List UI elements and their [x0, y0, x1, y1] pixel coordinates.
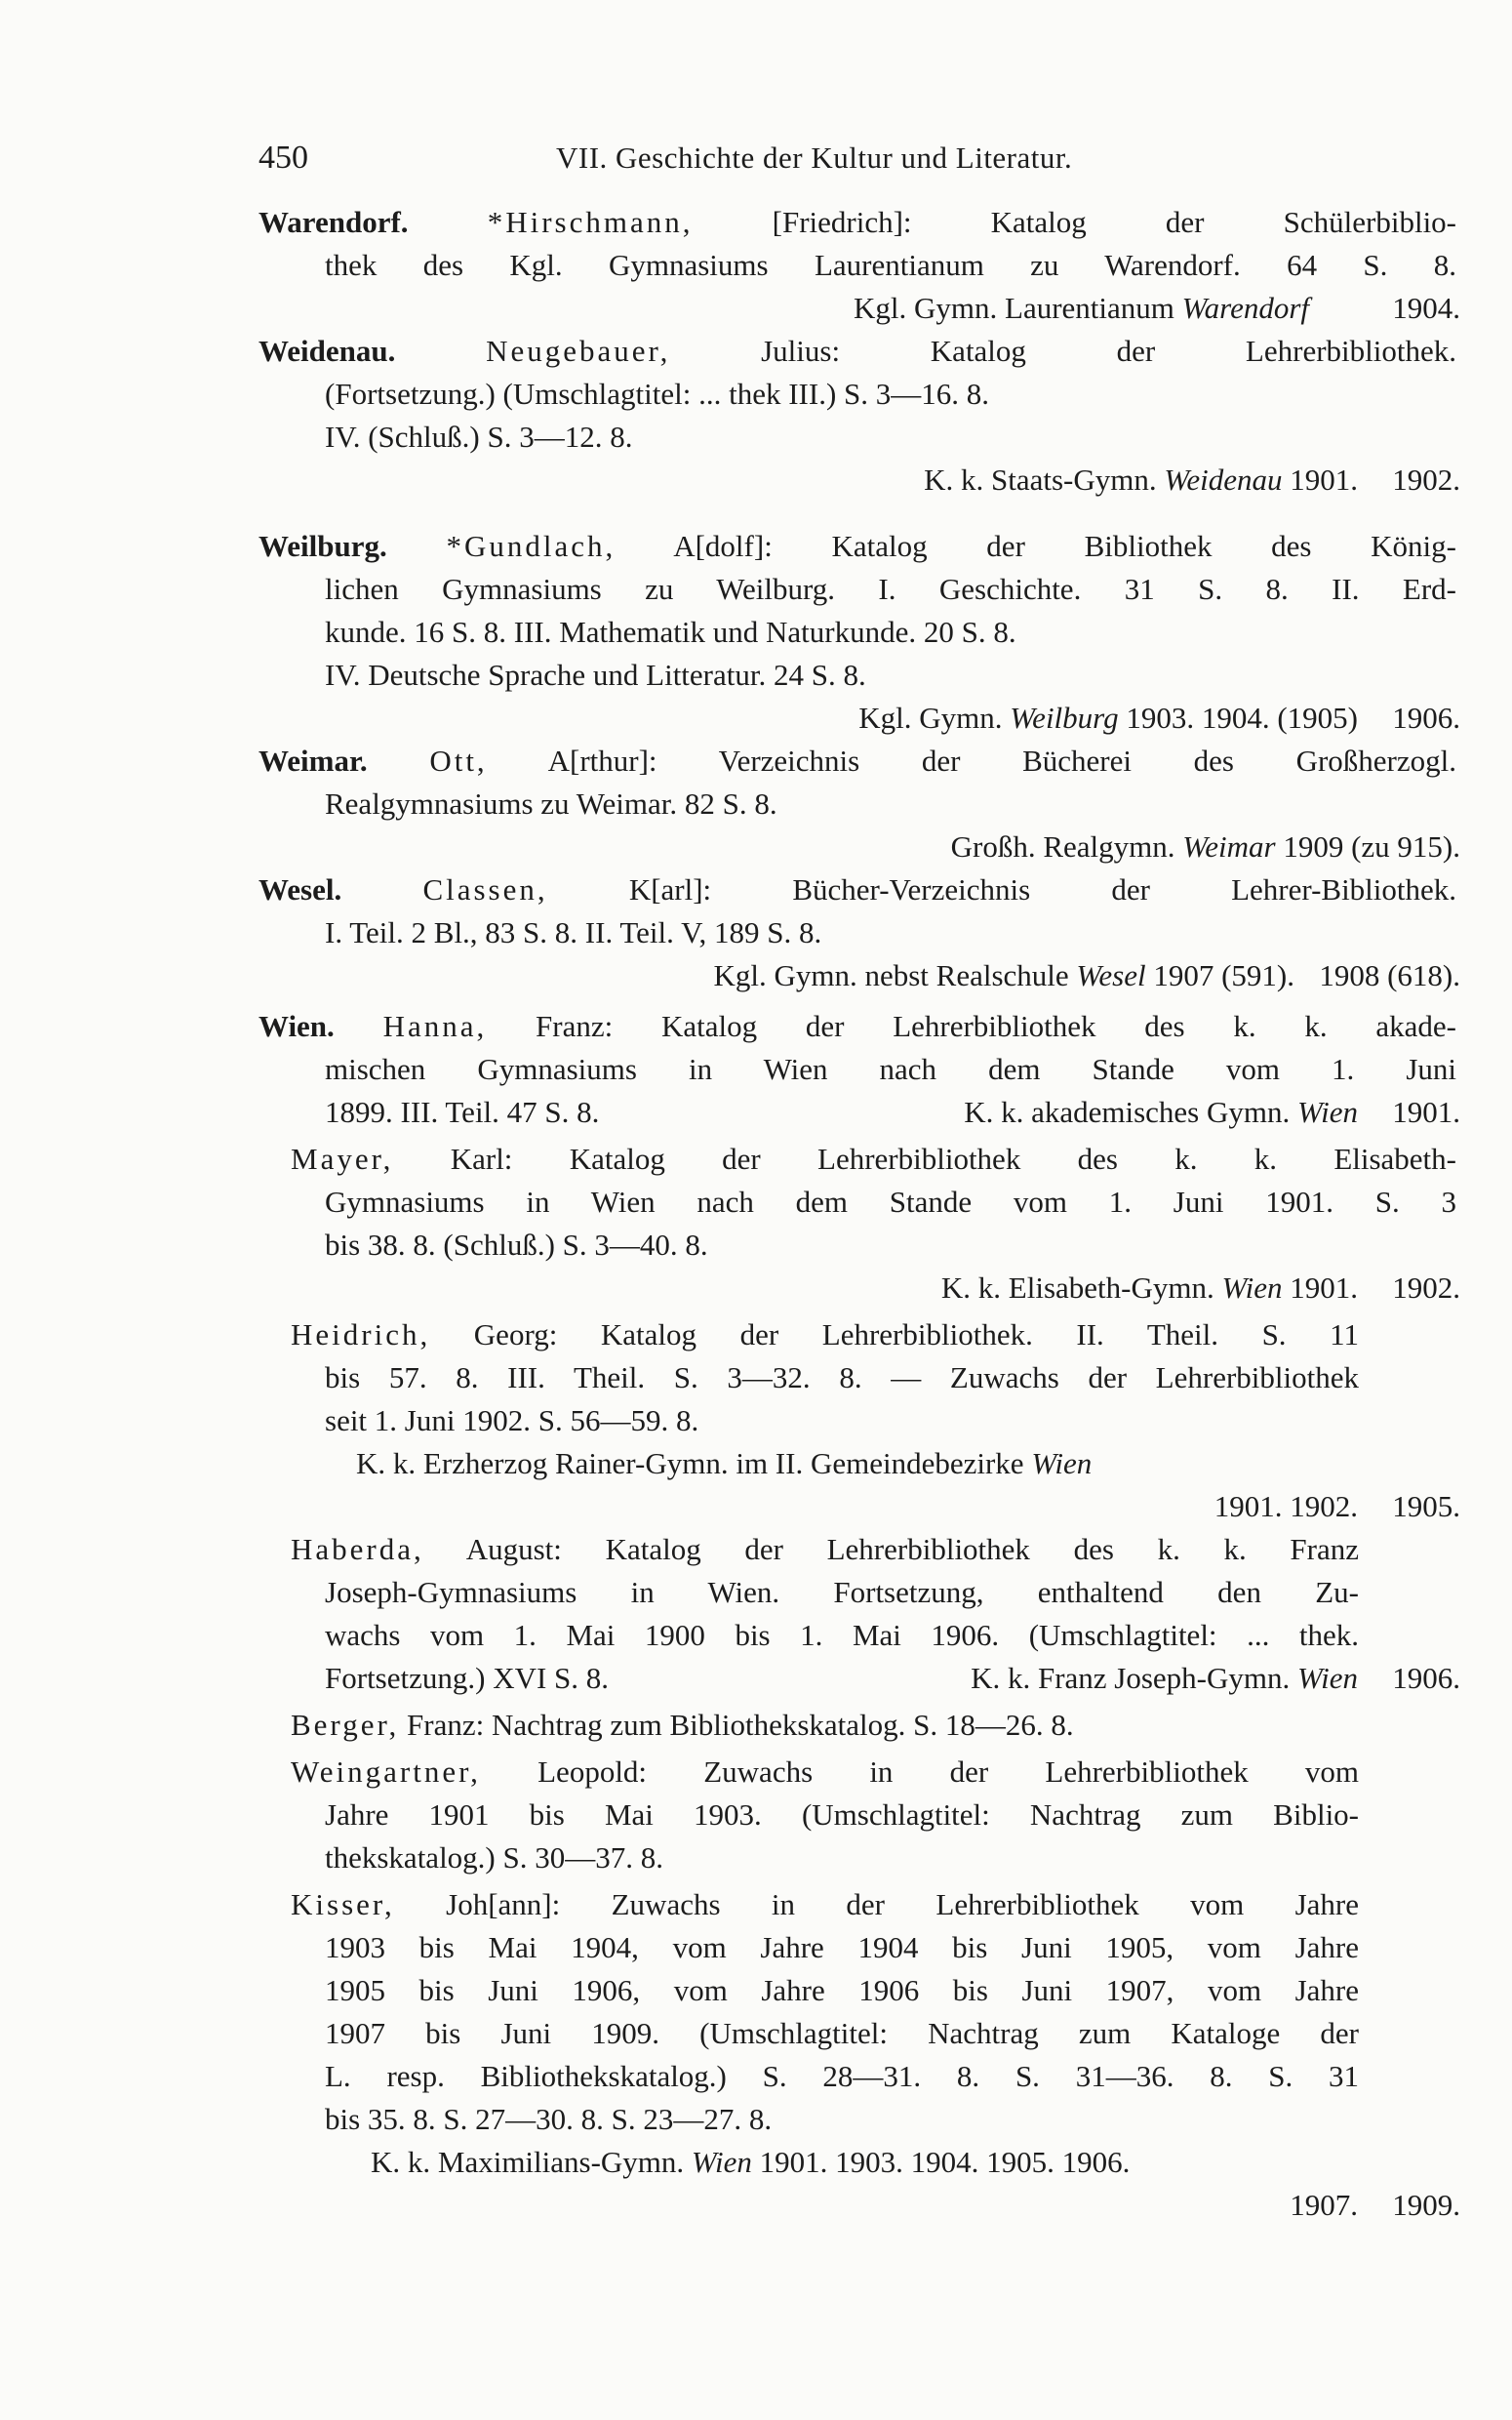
library-name: K. k. Franz Joseph-Gymn. — [971, 1661, 1291, 1695]
entry-wien-mayer-library — [259, 1269, 1460, 1308]
entry-wien-kisser-years — [259, 2186, 1460, 2225]
author-name: Classen, — [422, 872, 548, 907]
entry-weilburg-line4: IV. Deutsche Sprache und Litteratur. 24 S. 8. — [325, 658, 866, 692]
entry-weidenau-line3: IV. (Schluß.) S. 3—12. 8. — [325, 420, 633, 454]
entry-wien-hanna-line3 — [325, 1093, 1460, 1132]
years: 1901. 1903. 1904. 1905. 1906. — [759, 2145, 1131, 2179]
entry-wien-mayer-line1 — [291, 1140, 1456, 1179]
city-name: Wesel. — [259, 872, 342, 907]
library-name: Kgl. Gymn. — [858, 701, 1003, 735]
author-name: Hanna, — [382, 1009, 488, 1043]
city-name: Weilburg. — [259, 529, 387, 563]
author-name: *Hirschmann, — [487, 205, 694, 239]
entry-wien-haberda-line4 — [325, 1659, 1460, 1698]
library-name: Kgl. Gymn. nebst Realschule — [713, 958, 1069, 992]
author-name: *Gundlach, — [446, 529, 617, 563]
author-name: Ott, — [429, 744, 488, 778]
entry-weilburg-line1 — [259, 527, 1456, 566]
entry-wien-weingartner-line3: thekskatalog.) S. 30—37. 8. — [325, 1840, 663, 1875]
year: 1906. — [1392, 1661, 1460, 1695]
library-name: K. k. Elisabeth-Gymn. — [940, 1270, 1214, 1305]
entry-weimar-library — [259, 827, 1460, 867]
entry-wien-kisser-library — [371, 2143, 1366, 2182]
place-name: Wien — [1221, 1270, 1283, 1305]
years: 1907. — [1290, 2188, 1358, 2222]
year: 1905. — [1392, 1489, 1460, 1523]
entry-wien-kisser-line1 — [291, 1885, 1359, 1924]
entry-wien-kisser-line3: 1905 bis Juni 1906, vom Jahre 1906 bis Juni 1907, vom Jahre — [325, 1973, 1359, 2007]
place-name: Wien — [1297, 1661, 1358, 1695]
library-name: K. k. akademisches Gymn. — [964, 1095, 1291, 1129]
year: 1908 (618). — [1319, 958, 1460, 992]
entry-text: A[dolf]: Katalog der Bibliothek des König- — [673, 529, 1456, 563]
place-name: Weimar — [1182, 829, 1276, 864]
author-name: Weingartner, — [291, 1754, 481, 1789]
entry-text: Fortsetzung.) XVI S. 8. — [325, 1661, 610, 1695]
entry-text: Karl: Katalog der Lehrerbibliothek des k. k. Elisabeth- — [450, 1142, 1456, 1176]
entry-wien-kisser-line4: 1907 bis Juni 1909. (Umschlagtitel: Nachtrag zum Kataloge der — [325, 2016, 1359, 2050]
entry-text: Georg: Katalog der Lehrerbibliothek. II. Theil. S. 11 — [473, 1317, 1359, 1351]
entry-weimar-line2: Realgymnasiums zu Weimar. 82 S. 8. — [325, 786, 777, 821]
place-name: Wien — [1297, 1095, 1358, 1129]
year: 1902. — [1392, 463, 1460, 497]
year: 1902. — [1392, 1270, 1460, 1305]
entry-warendorf-library — [259, 289, 1460, 328]
entry-wien-kisser-line6: bis 35. 8. S. 27—30. 8. S. 23—27. 8. — [325, 2102, 773, 2136]
city-name: Weimar. — [259, 744, 368, 778]
author-name: Haberda, — [291, 1532, 424, 1566]
years: 1907 (591). — [1153, 958, 1294, 992]
entry-text: K[arl]: Bücher-Verzeichnis der Lehrer-Bibliothek. — [628, 872, 1457, 907]
entry-wien-weingartner-line1 — [291, 1753, 1359, 1792]
year: 1901. — [1392, 1095, 1460, 1129]
entry-wien-hanna-line1 — [259, 1007, 1456, 1046]
library-name: Kgl. Gymn. Laurentianum — [854, 291, 1174, 325]
entry-weidenau-library — [259, 461, 1460, 500]
entry-wien-heidrich-line2: bis 57. 8. III. Theil. S. 3—32. 8. — Zuwachs der Lehrerbibliothek — [325, 1360, 1359, 1394]
entry-weilburg-line3: kunde. 16 S. 8. III. Mathematik und Naturkunde. 20 S. 8. — [325, 615, 1016, 649]
entry-text: Franz: Nachtrag zum Bibliothekskatalog. S. 18—26. 8. — [407, 1708, 1074, 1742]
running-title: VII. Geschichte der Kultur und Literatur. — [556, 141, 1073, 175]
entry-warendorf-line2: thek des Kgl. Gymnasiums Laurentianum zu Warendorf. 64 S. 8. — [325, 248, 1456, 282]
place-name: Warendorf — [1181, 291, 1309, 325]
place-name: Wesel — [1076, 958, 1146, 992]
entry-wien-heidrich-years — [259, 1487, 1460, 1526]
entry-weilburg-library — [259, 699, 1460, 738]
entry-wien-kisser-line5: L. resp. Bibliothekskatalog.) S. 28—31. 8. S. 31—36. 8. S. 31 — [325, 2059, 1359, 2093]
library-name: Großh. Realgymn. — [950, 829, 1175, 864]
author-name: Mayer, — [291, 1142, 394, 1176]
entry-wien-weingartner-line2: Jahre 1901 bis Mai 1903. (Umschlagtitel: Nachtrag zum Biblio- — [325, 1797, 1359, 1832]
entry-wien-berger-line1 — [291, 1706, 1364, 1745]
entry-text: A[rthur]: Verzeichnis der Bücherei des Großherzogl. — [547, 744, 1456, 778]
year: 1904. — [1392, 291, 1460, 325]
entry-text: Joh[ann]: Zuwachs in der Lehrerbibliothek vom Jahre — [446, 1887, 1360, 1921]
place-name: Weidenau — [1164, 463, 1283, 497]
entry-weilburg-line2: lichen Gymnasiums zu Weilburg. I. Geschichte. 31 S. 8. II. Erd- — [325, 572, 1456, 606]
years: 1901. — [1290, 463, 1358, 497]
place-name: Weilburg — [1010, 701, 1119, 735]
entry-wien-kisser-line2: 1903 bis Mai 1904, vom Jahre 1904 bis Juni 1905, vom Jahre — [325, 1930, 1359, 1964]
years: 1903. 1904. (1905) — [1126, 701, 1358, 735]
entry-wien-heidrich-line3: seit 1. Juni 1902. S. 56—59. 8. — [325, 1403, 699, 1437]
city-name: Warendorf. — [259, 205, 409, 239]
page-number: 450 — [259, 140, 308, 176]
entry-text: [Friedrich]: Katalog der Schülerbiblio- — [772, 205, 1456, 239]
library-name: K. k. Erzherzog Rainer-Gymn. im II. Gemeindebezirke — [356, 1446, 1024, 1480]
entry-text: Franz: Katalog der Lehrerbibliothek des k. k. akade- — [536, 1009, 1456, 1043]
entry-text: Julius: Katalog der Lehrerbibliothek. — [761, 334, 1456, 368]
author-name: Neugebauer, — [486, 334, 671, 368]
entry-wesel-line2: I. Teil. 2 Bl., 83 S. 8. II. Teil. V, 189 S. 8. — [325, 915, 822, 949]
place-name: Wien — [691, 2145, 752, 2179]
author-name: Heidrich, — [291, 1317, 431, 1351]
entry-weidenau-line1 — [259, 332, 1456, 371]
entry-weimar-line1 — [259, 742, 1456, 781]
entry-wesel-library — [259, 956, 1460, 995]
entry-warendorf-line1 — [259, 203, 1456, 242]
entry-wesel-line1 — [259, 870, 1456, 909]
entry-wien-heidrich-line1 — [291, 1315, 1359, 1354]
author-name: Berger, — [291, 1708, 400, 1742]
year: 1909. — [1392, 2188, 1460, 2222]
entry-text: Leopold: Zuwachs in der Lehrerbibliothek vom — [537, 1754, 1359, 1789]
years: 1901. 1902. — [1214, 1489, 1358, 1523]
entry-text: 1899. III. Teil. 47 S. 8. — [325, 1095, 600, 1129]
place-name: Wien — [1031, 1446, 1093, 1480]
entry-wien-haberda-line3: wachs vom 1. Mai 1900 bis 1. Mai 1906. (Umschlagtitel: ... thek. — [325, 1618, 1359, 1652]
year: 1906. — [1392, 701, 1460, 735]
years: 1901. — [1290, 1270, 1358, 1305]
author-name: Kisser, — [291, 1887, 395, 1921]
entry-wien-haberda-line1 — [291, 1530, 1359, 1569]
entry-wien-hanna-line2: mischen Gymnasiums in Wien nach dem Stande vom 1. Juni — [325, 1052, 1456, 1086]
city-name: Weidenau. — [259, 334, 396, 368]
entry-wien-heidrich-library — [356, 1444, 1363, 1483]
entry-wien-mayer-line2: Gymnasiums in Wien nach dem Stande vom 1. Juni 1901. S. 3 — [325, 1185, 1456, 1219]
running-header — [259, 137, 1458, 180]
entry-text: August: Katalog der Lehrerbibliothek des k. k. Franz — [465, 1532, 1360, 1566]
library-name: K. k. Maximilians-Gymn. — [371, 2145, 685, 2179]
entry-wien-haberda-line2: Joseph-Gymnasiums in Wien. Fortsetzung, enthaltend den Zu- — [325, 1575, 1359, 1609]
library-name: K. k. Staats-Gymn. — [924, 463, 1157, 497]
entry-weidenau-line2: (Fortsetzung.) (Umschlagtitel: ... thek III.) S. 3—16. 8. — [325, 377, 990, 411]
year: 1909 (zu 915). — [1283, 829, 1460, 864]
entry-wien-mayer-line3: bis 38. 8. (Schluß.) S. 3—40. 8. — [325, 1228, 708, 1262]
city-name: Wien. — [259, 1009, 335, 1043]
